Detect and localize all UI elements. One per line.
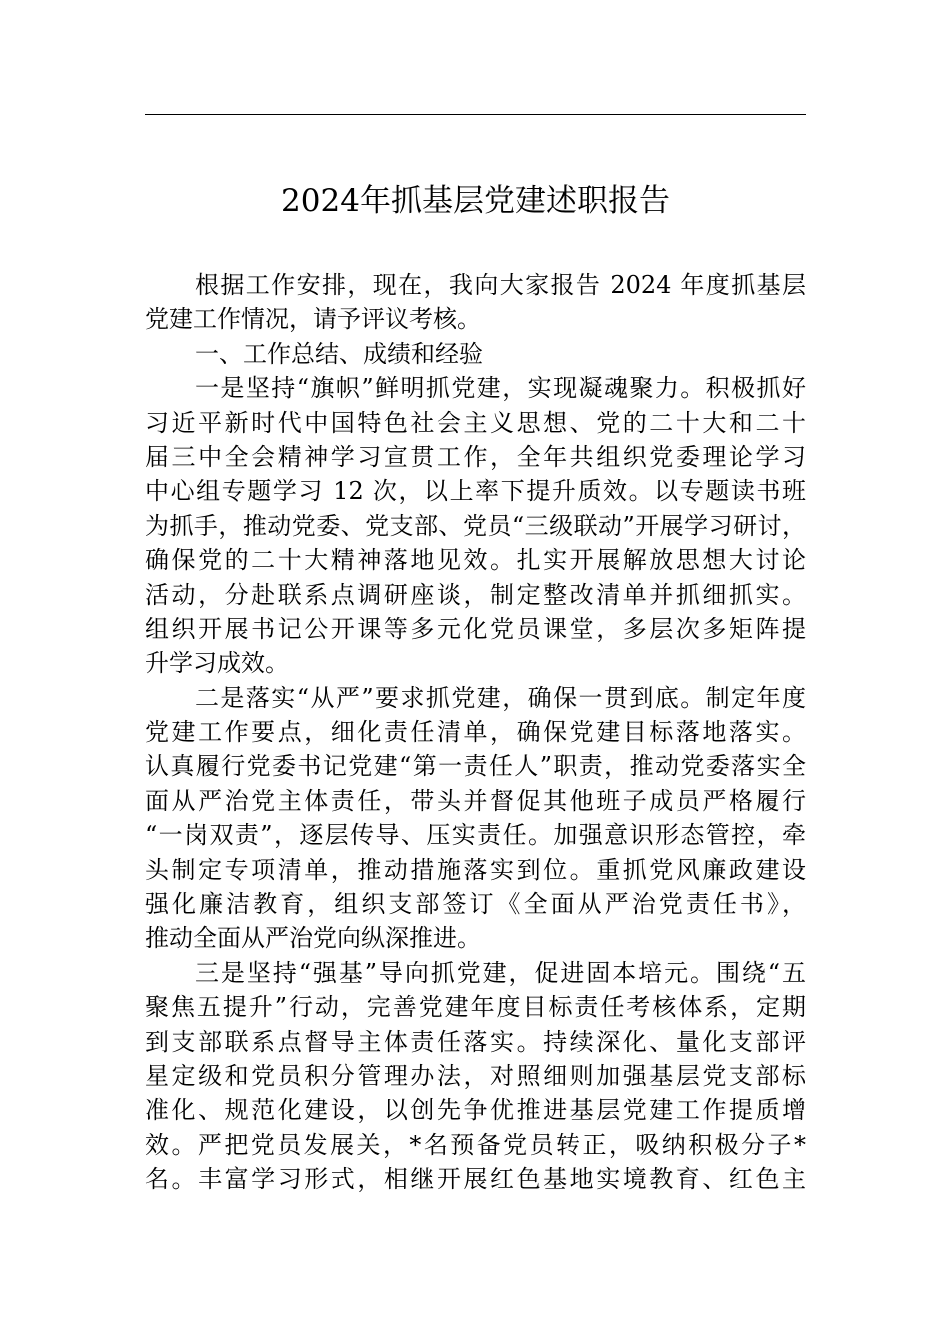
body-line: 二是落实“从严”要求抓党建，确保一贯到底。制定年度 [195,683,806,712]
document-title: 2024年抓基层党建述职报告 [281,183,670,219]
body-line: 确保党的二十大精神落地见效。扎实开展解放思想大讨论 [145,546,806,575]
header-rule [145,114,806,115]
body-line: 三是坚持“强基”导向抓党建，促进固本培元。围绕“五 [195,958,806,987]
body-line: 活动，分赴联系点调研座谈，制定整改清单并抓细抓实。 [145,580,806,609]
document-body [145,268,806,1197]
body-line: 聚焦五提升”行动，完善党建年度目标责任考核体系，定期 [145,993,806,1022]
body-line: 头制定专项清单，推动措施落实到位。重抓党风廉政建设 [145,855,806,884]
body-line: 到支部联系点督导主体责任落实。持续深化、量化支部评 [145,1027,806,1056]
body-line: 升学习成效。 [145,649,289,678]
body-line: 准化、规范化建设，以创先争优推进基层党建工作提质增 [145,1096,806,1125]
body-line: 习近平新时代中国特色社会主义思想、党的二十大和二十 [145,408,806,437]
body-line: 名。丰富学习形式，相继开展红色基地实境教育、红色主 [145,1165,806,1194]
body-line: “一岗双责”，逐层传导、压实责任。加强意识形态管控，牵 [145,821,806,850]
body-line: 党建工作要点，细化责任清单，确保党建目标落地落实。 [145,718,806,747]
body-line: 为抓手，推动党委、党支部、党员“三级联动”开展学习研讨， [145,511,806,540]
body-line: 星定级和党员积分管理办法，对照细则加强基层党支部标 [145,1061,806,1090]
body-line: 中心组专题学习 12 次，以上率下提升质效。以专题读书班 [145,477,806,506]
body-line: 一、工作总结、成绩和经验 [195,339,483,368]
body-line: 党建工作情况，请予评议考核。 [145,305,481,334]
body-line: 认真履行党委书记党建“第一责任人”职责，推动党委落实全 [145,752,806,781]
body-line: 面从严治党主体责任，带头并督促其他班子成员严格履行 [145,786,806,815]
body-line: 组织开展书记公开课等多元化党员课堂，多层次多矩阵提 [145,614,806,643]
body-line: 届三中全会精神学习宣贯工作，全年共组织党委理论学习 [145,442,806,471]
body-line: 效。严把党员发展关，*名预备党员转正，吸纳积极分子* [145,1130,806,1159]
body-line: 强化廉洁教育，组织支部签订《全面从严治党责任书》， [145,890,806,919]
body-line: 推动全面从严治党向纵深推进。 [145,924,481,953]
body-line: 一是坚持“旗帜”鲜明抓党建，实现凝魂聚力。积极抓好 [195,374,806,403]
body-line: 根据工作安排，现在，我向大家报告 2024 年度抓基层 [195,271,806,299]
